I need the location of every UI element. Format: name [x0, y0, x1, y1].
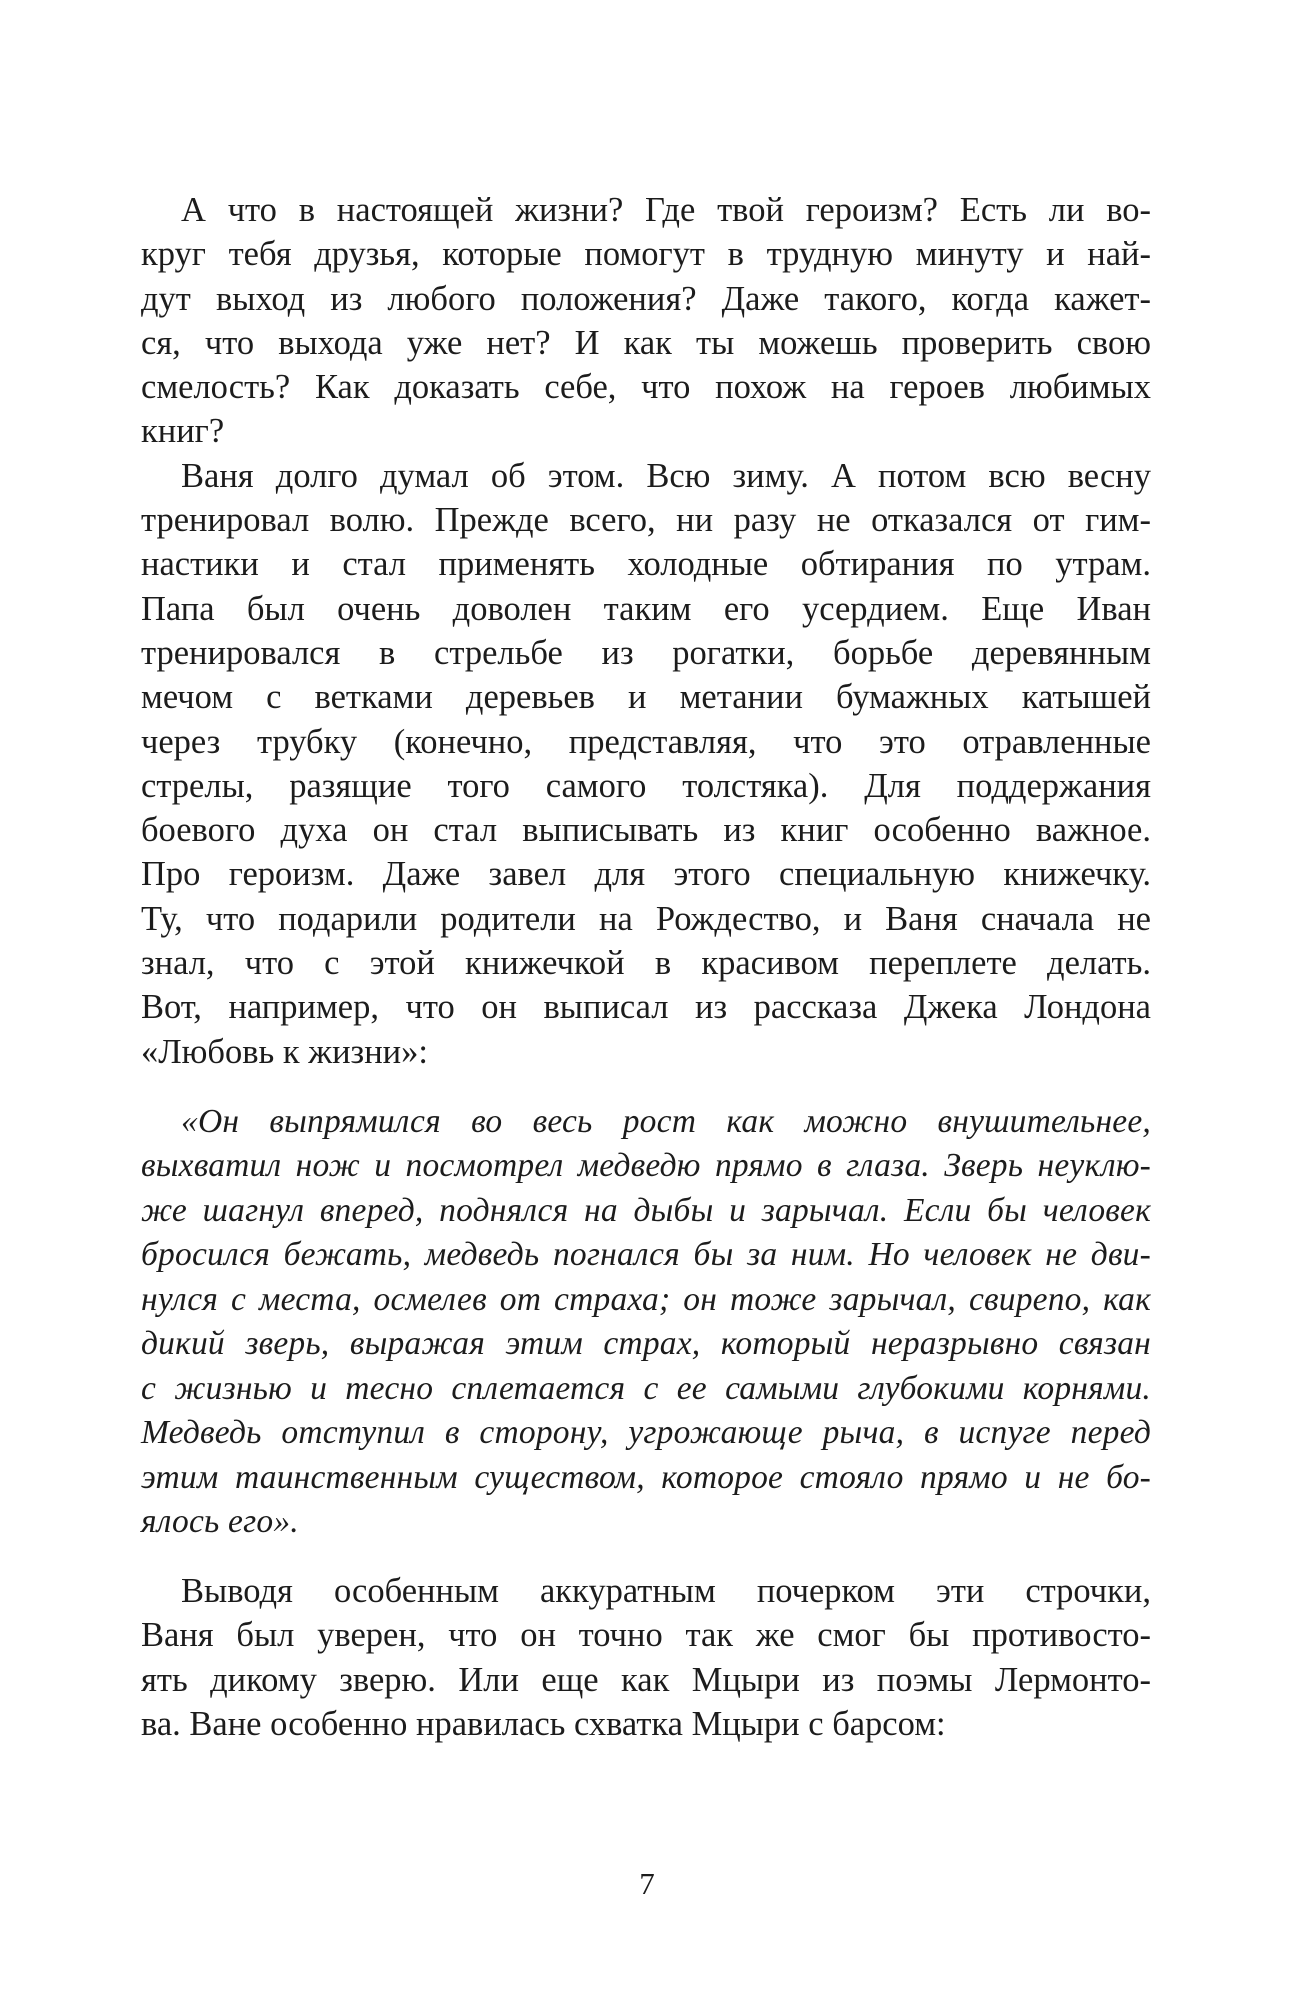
page-number: 7 [639, 1866, 655, 1901]
text-line: через трубку (конечно, представляя, что это отравленные [141, 722, 1151, 761]
text-line: круг тебя друзья, которые помогут в трудную минуту и най- [141, 235, 1151, 274]
text-line: Про героизм. Даже завел для этого специальную книжечку. [141, 855, 1151, 894]
text-line: Выводя особенным аккуратным почерком эти строчки, [181, 1571, 1151, 1610]
text-line: мечом с ветками деревьев и метании бумажных катышей [141, 678, 1151, 717]
text-line: книг? [141, 412, 225, 451]
quote-line: же шагнул вперед, поднялся на дыбы и зарычал. Если бы человек [141, 1191, 1151, 1229]
text-line: ся, что выхода уже нет? И как ты можешь проверить свою [141, 323, 1151, 362]
quote-line: бросился бежать, медведь погнался бы за ним. Но человек не дви- [141, 1236, 1151, 1274]
quote-line: с жизнью и тесно сплетается с ее самыми глубокими корнями. [141, 1369, 1151, 1407]
text-line: дут выход из любого положения? Даже такого, когда кажет- [141, 279, 1151, 318]
paragraph-1 [141, 188, 1151, 454]
paragraph-3 [141, 1569, 1151, 1746]
quote-line: ялось его». [141, 1503, 299, 1541]
text-line: тренировался в стрельбе из рогатки, борьбе деревянным [141, 633, 1151, 672]
text-line: А что в настоящей жизни? Где твой героизм? Есть ли во- [181, 191, 1151, 229]
text-line: смелость? Как доказать себе, что похож на героев любимых [141, 368, 1151, 407]
quote-line: этим таинственным существом, которое стояло прямо и не бо- [141, 1458, 1151, 1496]
quote-line: «Он выпрямился во весь рост как можно внушительнее, [181, 1102, 1151, 1140]
text-line: знал, что с этой книжечкой в красивом переплете делать. [141, 944, 1151, 983]
page-text-block [141, 188, 1151, 1746]
quote-line: выхватил нож и посмотрел медведю прямо в глаза. Зверь неуклю- [141, 1147, 1151, 1185]
block-quote [141, 1100, 1151, 1545]
text-line: стрелы, разящие того самого толстяка). Для поддержания [141, 766, 1151, 805]
quote-line: Медведь отступил в сторону, угрожающе рыча, в испуге перед [141, 1414, 1151, 1452]
text-line: ва. Ване особенно нравилась схватка Мцыри с барсом: [141, 1704, 946, 1743]
text-line: боевого духа он стал выписывать из книг особенно важное. [141, 811, 1151, 850]
text-line: Вот, например, что он выписал из рассказа Джека Лондона [141, 988, 1151, 1027]
text-line: Папа был очень доволен таким его усердием. Еще Иван [141, 589, 1151, 628]
text-line: «Любовь к жизни»: [141, 1032, 428, 1071]
text-line: Ваня долго думал об этом. Всю зиму. А потом всю весну [181, 456, 1151, 495]
paragraph-2 [141, 454, 1151, 1074]
text-line: Ту, что подарили родители на Рождество, и Ваня сначала не [141, 899, 1151, 938]
quote-line: дикий зверь, выражая этим страх, который неразрывно связан [141, 1325, 1151, 1363]
text-line: ять дикому зверю. Или еще как Мцыри из поэмы Лермонто- [141, 1660, 1151, 1699]
text-line: тренировал волю. Прежде всего, ни разу не отказался от гим- [141, 501, 1151, 540]
text-line: настики и стал применять холодные обтирания по утрам. [141, 545, 1151, 584]
quote-line: нулся с места, осмелев от страха; он тоже зарычал, свирепо, как [141, 1280, 1151, 1318]
text-line: Ваня был уверен, что он точно так же смог бы противосто- [141, 1616, 1151, 1655]
